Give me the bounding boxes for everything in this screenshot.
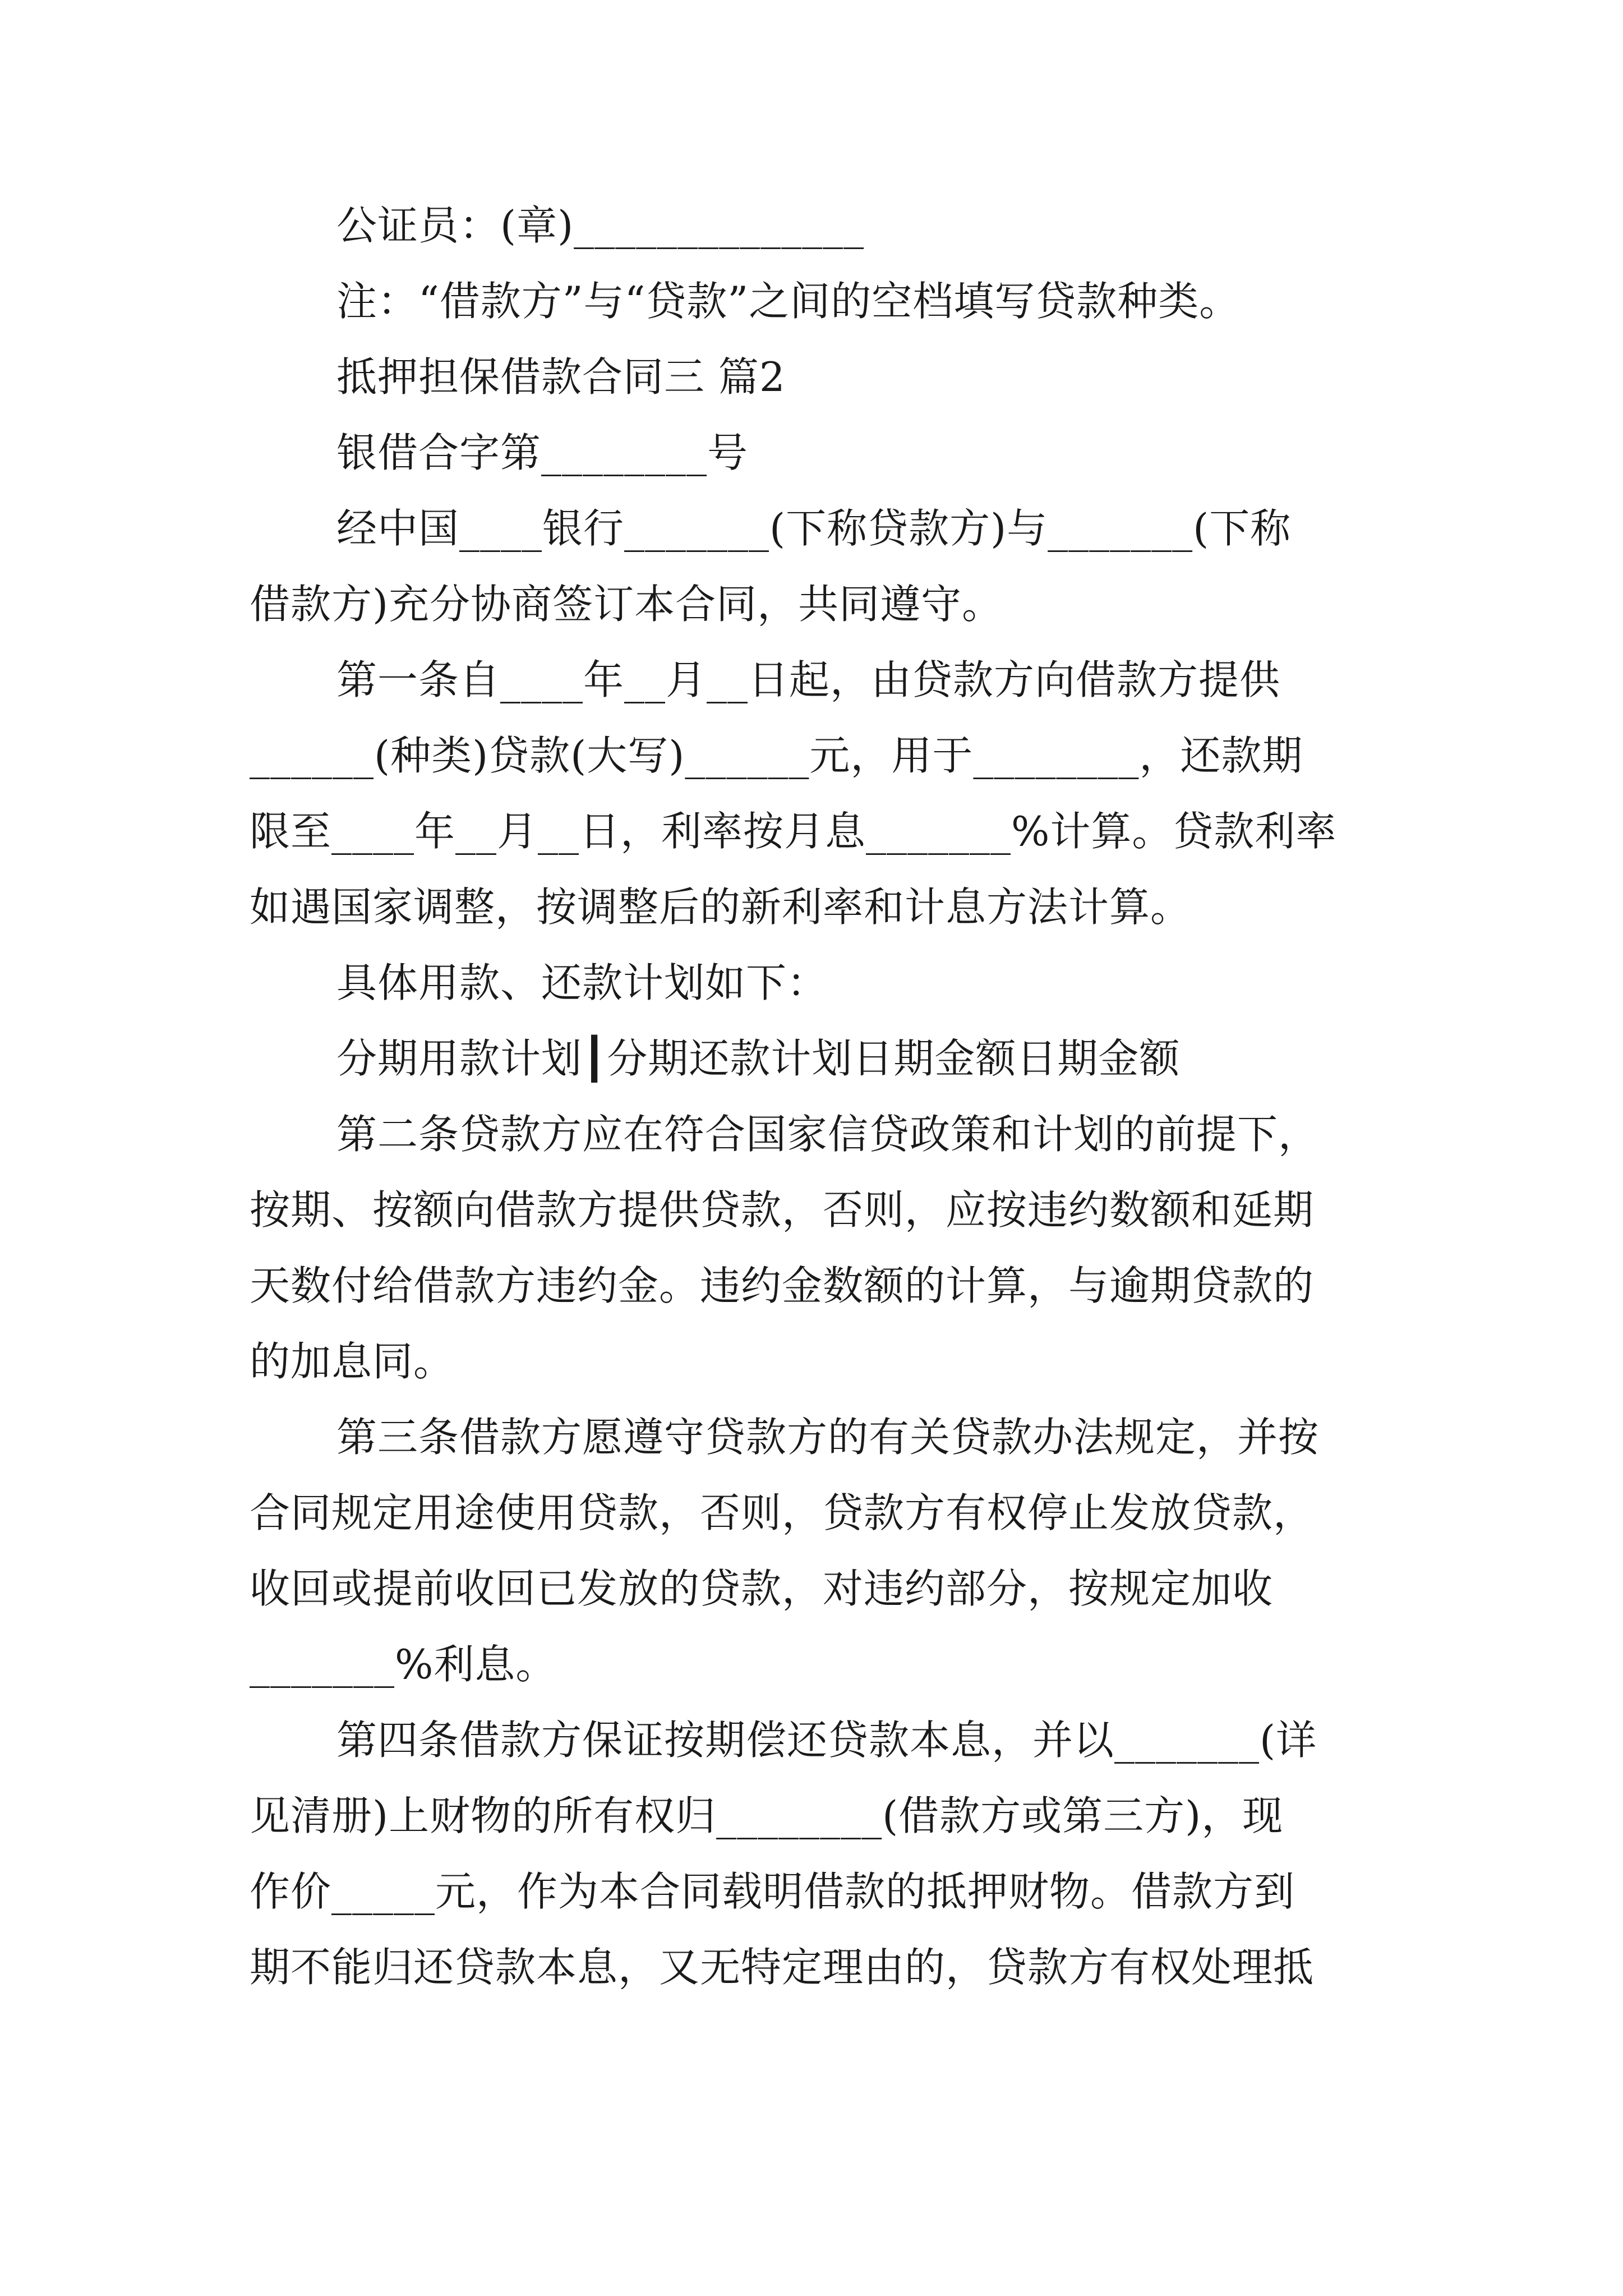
contract-number-line: 银借合字第________号 — [336, 429, 749, 476]
article-2-line: 的加息同。 — [250, 1338, 455, 1385]
note-line: 注：“借款方”与“贷款”之间的空档填写贷款种类。 — [336, 278, 1241, 325]
article-3-line: _______%利息。 — [250, 1641, 557, 1688]
paragraph-line: 经中国____银行_______(下称贷款方)与_______(下称 — [336, 505, 1292, 552]
article-4-line: 作价_____元，作为本合同载明借款的抵押财物。借款方到 — [250, 1868, 1295, 1915]
article-1-line: 限至____年__月__日，利率按月息_______%计算。贷款利率 — [250, 808, 1337, 855]
section-heading: 抵押担保借款合同三 篇2 — [336, 353, 786, 401]
article-1-line: 如遇国家调整，按调整后的新利率和计息方法计算。 — [250, 884, 1192, 931]
article-3-line: 第三条借款方愿遵守贷款方的有关贷款办法规定，并按 — [336, 1414, 1320, 1461]
article-3-line: 合同规定用途使用贷款，否则，贷款方有权停止发放贷款， — [250, 1489, 1315, 1536]
article-4-line: 见清册)上财物的所有权归________(借款方或第三方)，现 — [250, 1792, 1284, 1839]
article-4-line: 第四条借款方保证按期偿还贷款本息，并以_______(详 — [336, 1717, 1317, 1764]
article-1-line: 第一条自____年__月__日起，由贷款方向借款方提供 — [336, 656, 1281, 703]
notary-signature-line: 公证员：(章)______________ — [336, 202, 865, 249]
article-3-line: 收回或提前收回已发放的贷款，对违约部分，按规定加收 — [250, 1565, 1274, 1612]
article-2-line: 按期、按额向借款方提供贷款，否则，应按违约数额和延期 — [250, 1186, 1315, 1234]
article-4-line: 期不能归还贷款本息，又无特定理由的，贷款方有权处理抵 — [250, 1944, 1315, 1991]
plan-table-header: 分期用款计划┃分期还款计划日期金额日期金额 — [336, 1035, 1181, 1082]
plan-intro-line: 具体用款、还款计划如下： — [336, 959, 828, 1006]
paragraph-line: 借款方)充分协商签订本合同，共同遵守。 — [250, 581, 1003, 628]
article-2-line: 第二条贷款方应在符合国家信贷政策和计划的前提下， — [336, 1111, 1320, 1158]
article-1-line: ______(种类)贷款(大写)______元，用于________，还款期 — [250, 732, 1303, 779]
article-2-line: 天数付给借款方违约金。违约金数额的计算，与逾期贷款的 — [250, 1262, 1315, 1309]
